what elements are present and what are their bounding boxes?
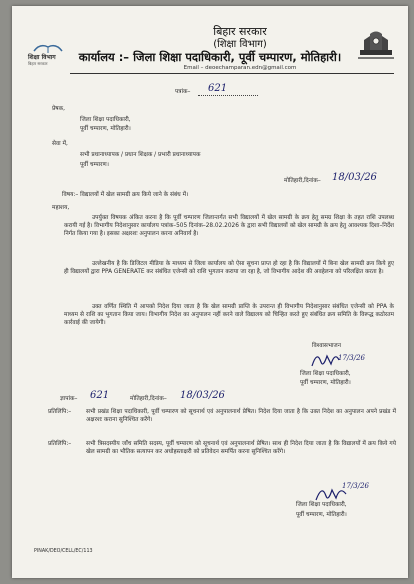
seva-label: सेवा में,: [52, 141, 68, 147]
subject-line: विषय:– विद्यालयों में खेल सामग्री क्रय किये जाने के संबंध में।: [62, 192, 189, 198]
office-title: कार्यालय :– जिला शिक्षा पदाधिकारी, पूर्वी चम्पारण, मोतिहारी।: [78, 50, 342, 64]
office-email: Email – deoechamparan.edn@gmail.com: [183, 65, 297, 71]
gyapank-number: 621: [90, 390, 110, 401]
footer-code: PINAK/DEO/CELL/EC/113: [34, 549, 93, 554]
signer-1-line-1: जिला शिक्षा पदाधिकारी,: [300, 371, 351, 377]
header-divider: [70, 73, 394, 74]
sender-line-1: जिला शिक्षा पदाधिकारी,: [80, 117, 131, 123]
salutation: महाशय,: [52, 205, 70, 211]
pratilipi-1-text: सभी प्रखंड शिक्षा पदाधिकारी, पूर्वी चम्पारण को सूचनार्थ एवं अनुपालनार्थ प्रेषित। निदेश दिया जाता है कि उक्त निदेश का अनुपालन अपने प्रखंड में अक्षरशः कराना सुनिश्चित करेंगे।: [86, 409, 396, 424]
pratilipi-2-text: सभी त्रिसदस्यीय जाँच समिति सदस्य, पूर्वी चम्पारण को सूचनार्थ एवं अनुपालनार्थ प्रेषित। साथ ही निदेश दिया जाता है कि विद्यालयों में क्रय किये गये खेल सामग्री का भौतिक सत्यापन कर अधोहस्ताक्षरी को प्रतिवेदन समर्पित करना सुनिश्चित करेंगे।: [86, 441, 396, 456]
recipient-line-2: पूर्वी चम्पारण।: [80, 162, 109, 168]
body-paragraph-2: उल्लेखनीय है कि डिजिटल मीडिया के माध्यम से जिला कार्यालय को ऐसा सूचना प्राप्त हो रहा है कि विद्यालयों में बिना खेल सामग्री क्रय किये हुए ही विद्यालयों द्वारा PPA GENERATE कर संबंधित एजेन्सी को राशि भुगतान कराया जा रहा है, जो विभागीय आदेश की अवहेलना को परिलक्षित करता है।: [64, 261, 394, 276]
body-paragraph-1: उपर्युक्त विषयक अंकित करना है कि पूर्वी चम्पारण जिलान्तर्गत सभी विद्यालयों में खेल सामग्री के क्रय हेतु समग्र शिक्षा के तहत राशि उपलब्ध करायी गई है। विभागीय निदेशानुसार कार्यालय पत्रांक–505 दिनांक–28.02.2026 के द्वारा सभी विद्यालयों को खेल सामग्री के क्रय हेतु आवश्यक दिशा–निर्देश निर्गत किया गया है। इसका अक्षरशः अनुपालन करना अनिवार्य है।: [64, 215, 394, 238]
sender-line-2: पूर्वी चम्पारण, मोतिहारी।: [80, 126, 131, 132]
gyapank-label: ज्ञापांक–: [60, 396, 78, 402]
copy-date-label: मोतिहारी,दिनांक–: [130, 396, 167, 402]
closing: विश्वासभाजन: [312, 343, 341, 349]
dept-title: (शिक्षा विभाग): [213, 39, 267, 50]
pratilipi-1-label: प्रतिलिपि:–: [48, 409, 72, 415]
signer-1-line-2: पूर्वी चम्पारण, मोतिहारी।: [300, 380, 351, 386]
body-paragraph-3: उक्त वर्णित स्थिति में आपको निदेश दिया जाता है कि खेल सामग्री प्राप्ति के उपरान्त ही विभागीय निदेशानुसार संबंधित एजेन्सी को PPA के माध्यम से राशि का भुगतान किया जाय। विभागीय निदेश का अनुपालन नहीं करने वाले विद्यालय को चिन्हित करते हुए संबंधित क्रय समिति के विरूद्ध कठोरतम कार्रवाई की जायेगी।: [64, 304, 394, 327]
patrank-dotline: [198, 95, 258, 96]
pratilipi-2-label: प्रतिलिपि:–: [48, 441, 72, 447]
patrank-label: पत्रांक–: [175, 89, 191, 95]
signer-2-line-2: पूर्वी चम्पारण, मोतिहारी।: [296, 512, 347, 518]
govt-title: बिहार सरकार: [213, 25, 267, 38]
date-label: मोतिहारी,दिनांक–: [284, 178, 321, 184]
letter-date: 18/03/26: [332, 172, 377, 183]
logo-subtext: बिहार सरकार: [28, 61, 48, 66]
sig-date-2: 17/3/26: [342, 482, 369, 490]
preshak-label: प्रेषक,: [52, 106, 65, 112]
copy-date: 18/03/26: [180, 390, 225, 401]
recipient-line-1: सभी प्रधानाध्यापक / प्रधान शिक्षक / प्रभारी प्रधानाध्यापक: [80, 152, 201, 158]
letter-page: [12, 6, 408, 578]
signer-2-line-1: जिला शिक्षा पदाधिकारी,: [296, 502, 347, 508]
sig-date-1: 17/3/26: [338, 354, 365, 362]
logo-text: शिक्षा विभाग: [28, 54, 56, 61]
patrank-number: 621: [208, 83, 228, 94]
